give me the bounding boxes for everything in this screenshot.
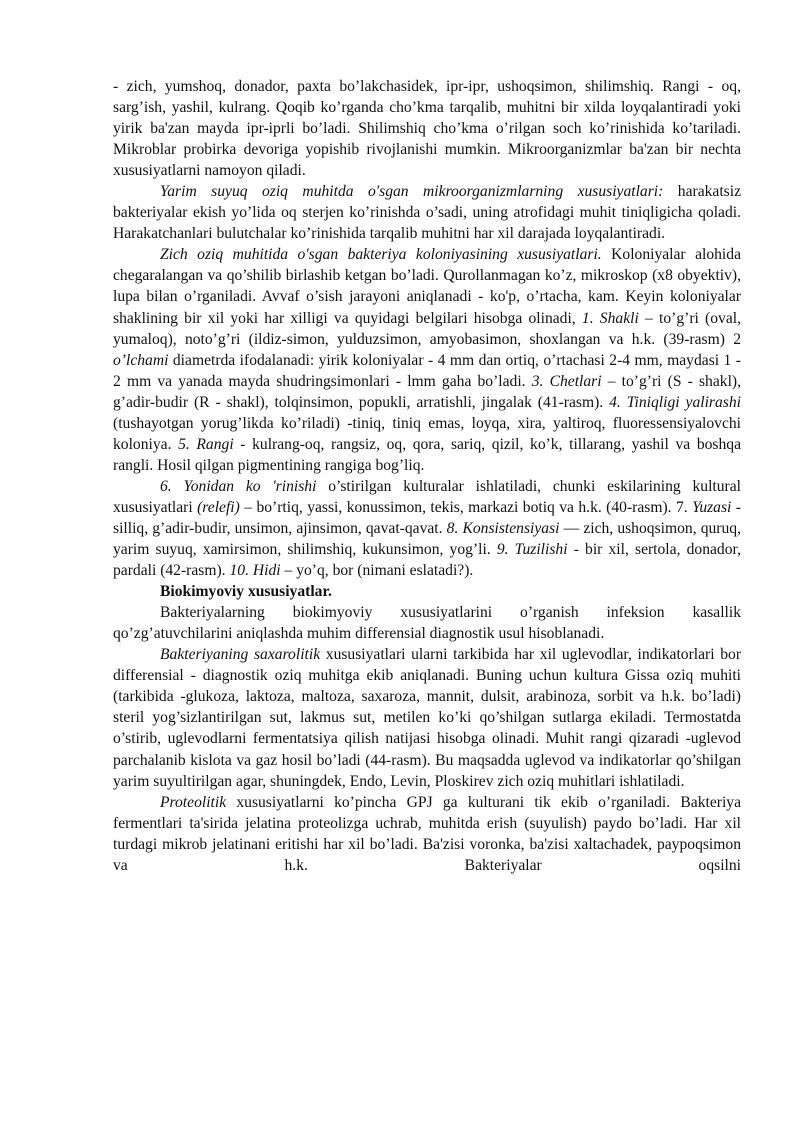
italic-text-run: 8. Konsistensiyasi <box>446 519 560 537</box>
text-run: Koloniyalar alohida chegaralangan va qo’shilib birlashib ketgan bo’ladi. Qurollanmagan ko’z, mikroskop (x8 obyektiv), lupa bilan o’rganiladi. Avvaf o’sish jarayoni aniqlanadi - ko'p, o’rtacha, kam. Keyin koloniyalar shaklining bir xil yoki har xilligi va quyidagi belgilari hisobga olinadi, <box>113 246 741 327</box>
text-run: - zich, yumshoq, donador, paxta bo’lakchasidek, ipr-ipr, ushoqsimon, shilimshiq. Rangi - oq, sarg’ish, yashil, kulrang. Qoqib ko’rganda cho’kma tarqalib, muhitni bir xilda loyqalantiradi yoki yirik ba'zan mayda ipr-iprli bo’ladi. Shilimshiq cho’kma o’rilgan soch ko’rinishida ko’tariladi. Mikroblar probirka devoriga yopishib rivojlanishi mumkin. Mikroorganizmlar ba'zan bir nechta xususiyatlarni namoyon qiladi. <box>113 78 741 180</box>
text-run: — zich, ushoqsimon, quruq, yarim suyuq, xamirsimon, shilimshiq, kukunsimon, yog’li. <box>113 519 741 559</box>
text-run: – to’g’ri (S - shakl), g’adir-budir (R - shakl), tolqinsimon, popukli, arratishli, jingalak (41-rasm). <box>113 372 741 411</box>
italic-text-run: 5. Rangi <box>178 435 234 453</box>
italic-text-run: Proteolitik <box>160 793 227 811</box>
document-page <box>113 76 741 876</box>
italic-text-run: 4. Tiniqligi yalirashi <box>609 393 741 411</box>
italic-text-run: Yuzasi <box>692 498 732 516</box>
italic-text-run: Yarim suyuq oziq muhitda o'sgan mikroorganizmlarning xususiyatlari: <box>160 183 664 201</box>
paragraph-dense-medium-colonies <box>113 244 741 476</box>
paragraph-colony-profile <box>113 476 741 581</box>
bold-text-run: Biokimyoviy xususiyatlar. <box>160 583 332 601</box>
paragraph-biochemical-intro <box>113 602 741 644</box>
paragraph-saccharolytic <box>113 644 741 791</box>
text-run: o’stirilgan kulturalar ishlatiladi, chunki eskilarining kultural xususiyatlari <box>113 477 741 516</box>
text-run: (tushayotgan yorug’likda ko’riladi) -tiniq, tiniq emas, loyqa, xira, yaltiroq, fluoressensiyalovchi koloniya. <box>113 414 741 453</box>
text-run: xususiyatlarni ko’pincha GPJ ga kulturani tik ekib o’rganiladi. Bakteriya fermentlari ta'sirida jelatina proteolizga uchrab, muhitda erish (suyulish) paydo bo’ladi. Har xil turdagi mikrob jelatinani eritishi har xil bo’ladi. Ba'zisi voronka, ba'zisi xaltachadek, paypoqsimon va h.k. Bakteriyalar oqsilni <box>113 793 741 874</box>
text-run: Bakteriyalarning biokimyoviy xususiyatlarini o’rganish infeksion kasallik qo’zg’atuvchilarini aniqlashda muhim differensial diagnostik usul hisoblanadi. <box>113 604 741 643</box>
text-run: harakatsiz bakteriyalar ekish yo’lida oq sterjen ko’rinishda o’sadi, uning atrofidagi muhit tiniqligicha qoladi. Harakatchanlari bulutchalar ko’rinishida tarqalib muhitni har xil darajada loyqalantiradi. <box>113 183 741 243</box>
italic-text-run: 1. Shakli <box>581 309 639 327</box>
text-run: - silliq, g’adir-budir, unsimon, ajinsimon, qavat-qavat. <box>113 498 741 537</box>
paragraph-proteolytic <box>113 792 741 876</box>
italic-text-run: Zich oziq muhitida o'sgan bakteriya koloniyasining xususiyatlari. <box>160 246 602 264</box>
italic-text-run: 10. Hidi <box>229 562 281 580</box>
italic-text-run: 3. Chetlari <box>531 372 602 390</box>
text-run: diametrda ifodalanadi: yirik koloniyalar - 4 mm dan ortiq, o’rtachasi 2-4 mm, maydasi 1 - 2 mm va yanada mayda shudringsimonlari - lmm gaha bo’ladi. <box>113 351 741 390</box>
text-run: – to’g’ri (oval, yumaloq), noto’g’ri (ildiz-simon, yulduzsimon, amyobasimon, shoxlangan va h.k. (39-rasm) 2 <box>113 309 741 348</box>
paragraph-colony-description <box>113 76 741 181</box>
italic-text-run: Bakteriyaning saxarolitik <box>160 646 321 664</box>
italic-text-run: 9. Tuzilishi <box>496 541 568 559</box>
section-heading-biochemical <box>113 581 741 602</box>
text-run: - bir xil, sertola, donador, pardali (42-rasm). <box>113 541 741 580</box>
text-run: xususiyatlari ularni tarkibida har xil uglevodlar, indikatorlari bor differensial - diagnostik oziq muhitga ekib aniqlanadi. Buning uchun kultura Gissa oziq muhiti (tarkibida -glukoza, laktoza, maltoza, saxaroza, mannit, dulsit, arabinoza, sorbit va h.k. bo’ladi) steril yog’sizlantirilgan sut, lakmus sut, metilen ko’ki qo’shilgan sutlarga ekiladi. Termostatda o’stirib, uglevodlarni fermentatsiya qilish natijasi hisobga olinadi. Muhit rangi qizaradi -uglevod parchalanib kislota va gaz hosil bo’ladi (44-rasm). Bu maqsadda uglevod va indikatorlar qo’shilgan yarim suyultirilgan agar, shuningdek, Endo, Levin, Ploskirev zich oziq muhitlari ishlatiladi. <box>113 646 742 790</box>
text-run: - kulrang-oq, rangsiz, oq, qora, sariq, qizil, ko’k, tillarang, yashil va boshqa rangli. Hosil qilgan pigmentining rangiga bog’liq. <box>113 435 741 474</box>
italic-text-run: 6. Yonidan ko 'rinishi <box>160 477 317 495</box>
text-run: – bo’rtiq, yassi, konussimon, tekis, markazi botiq va h.k. (40-rasm). 7. <box>239 498 693 516</box>
text-run: – yo’q, bor (nimani eslatadi?). <box>280 562 474 580</box>
italic-text-run: (relefi) <box>197 498 240 516</box>
italic-text-run: o’lchami <box>113 351 169 369</box>
paragraph-semi-liquid-medium <box>113 181 741 244</box>
